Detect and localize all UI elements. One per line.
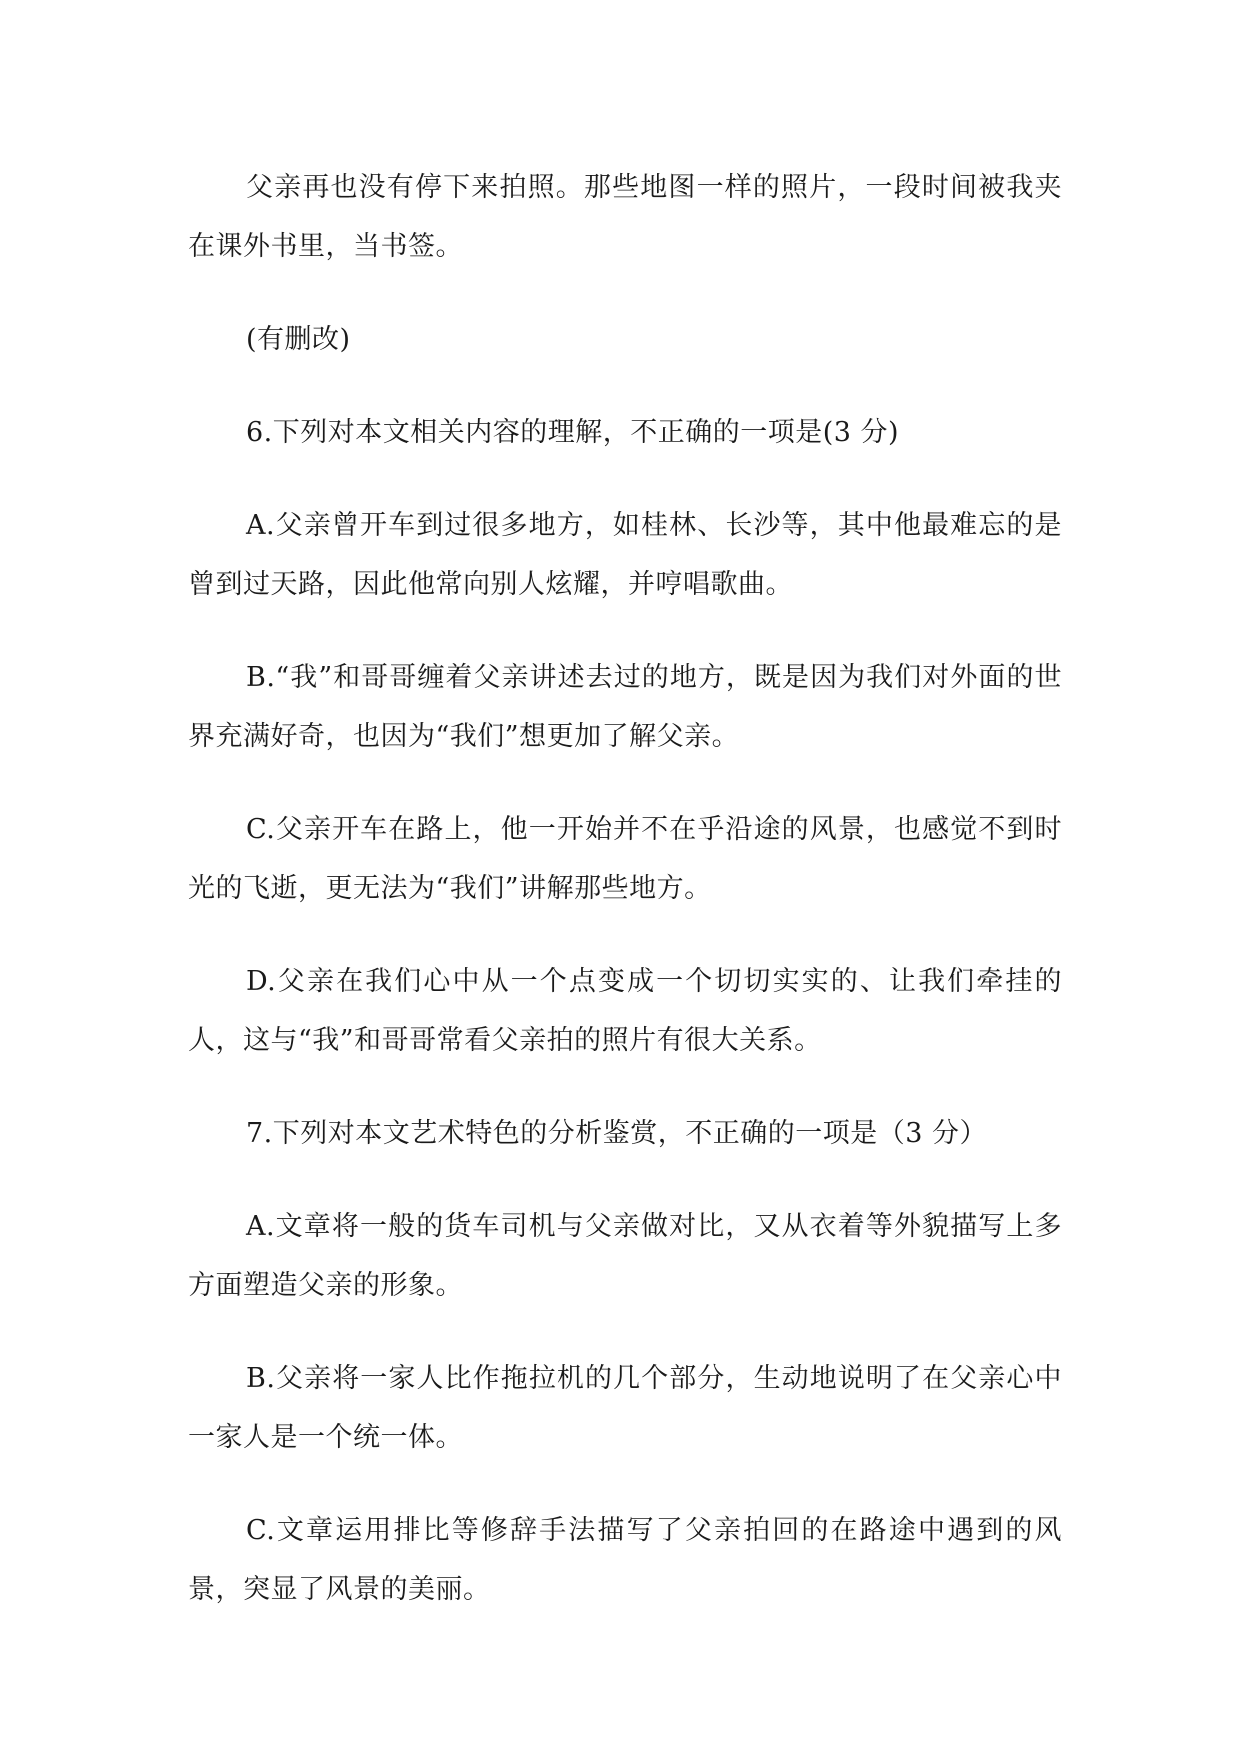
question-6-option-b: B.“我”和哥哥缠着父亲讲述去过的地方，既是因为我们对外面的世界充满好奇，也因为“我们”想更加了解父亲。 (188, 662, 1062, 752)
question-7-option-c: C.文章运用排比等修辞手法描写了父亲拍回的在路途中遇到的风景，突显了风景的美丽。 (188, 1515, 1062, 1605)
question-7-stem: 7.下列对本文艺术特色的分析鉴赏，不正确的一项是（3 分） (246, 1118, 988, 1149)
edit-note: (有删改) (246, 324, 351, 355)
question-6-stem: 6.下列对本文相关内容的理解，不正确的一项是(3 分) (246, 417, 900, 448)
document-page (188, 158, 1062, 1653)
story-closing-paragraph: 父亲再也没有停下来拍照。那些地图一样的照片，一段时间被我夹在课外书里，当书签。 (188, 172, 1062, 262)
question-7-option-b: B.父亲将一家人比作拖拉机的几个部分，生动地说明了在父亲心中一家人是一个统一体。 (188, 1363, 1062, 1453)
question-7-option-a: A.文章将一般的货车司机与父亲做对比，又从衣着等外貌描写上多方面塑造父亲的形象。 (188, 1211, 1062, 1301)
question-6-option-a: A.父亲曾开车到过很多地方，如桂林、长沙等，其中他最难忘的是曾到过天路，因此他常向别人炫耀，并哼唱歌曲。 (188, 510, 1062, 600)
question-6-option-d: D.父亲在我们心中从一个点变成一个切切实实的、让我们牵挂的人，这与“我”和哥哥常看父亲拍的照片有很大关系。 (188, 966, 1062, 1056)
question-6-option-c: C.父亲开车在路上，他一开始并不在乎沿途的风景，也感觉不到时光的飞逝，更无法为“我们”讲解那些地方。 (188, 814, 1062, 904)
